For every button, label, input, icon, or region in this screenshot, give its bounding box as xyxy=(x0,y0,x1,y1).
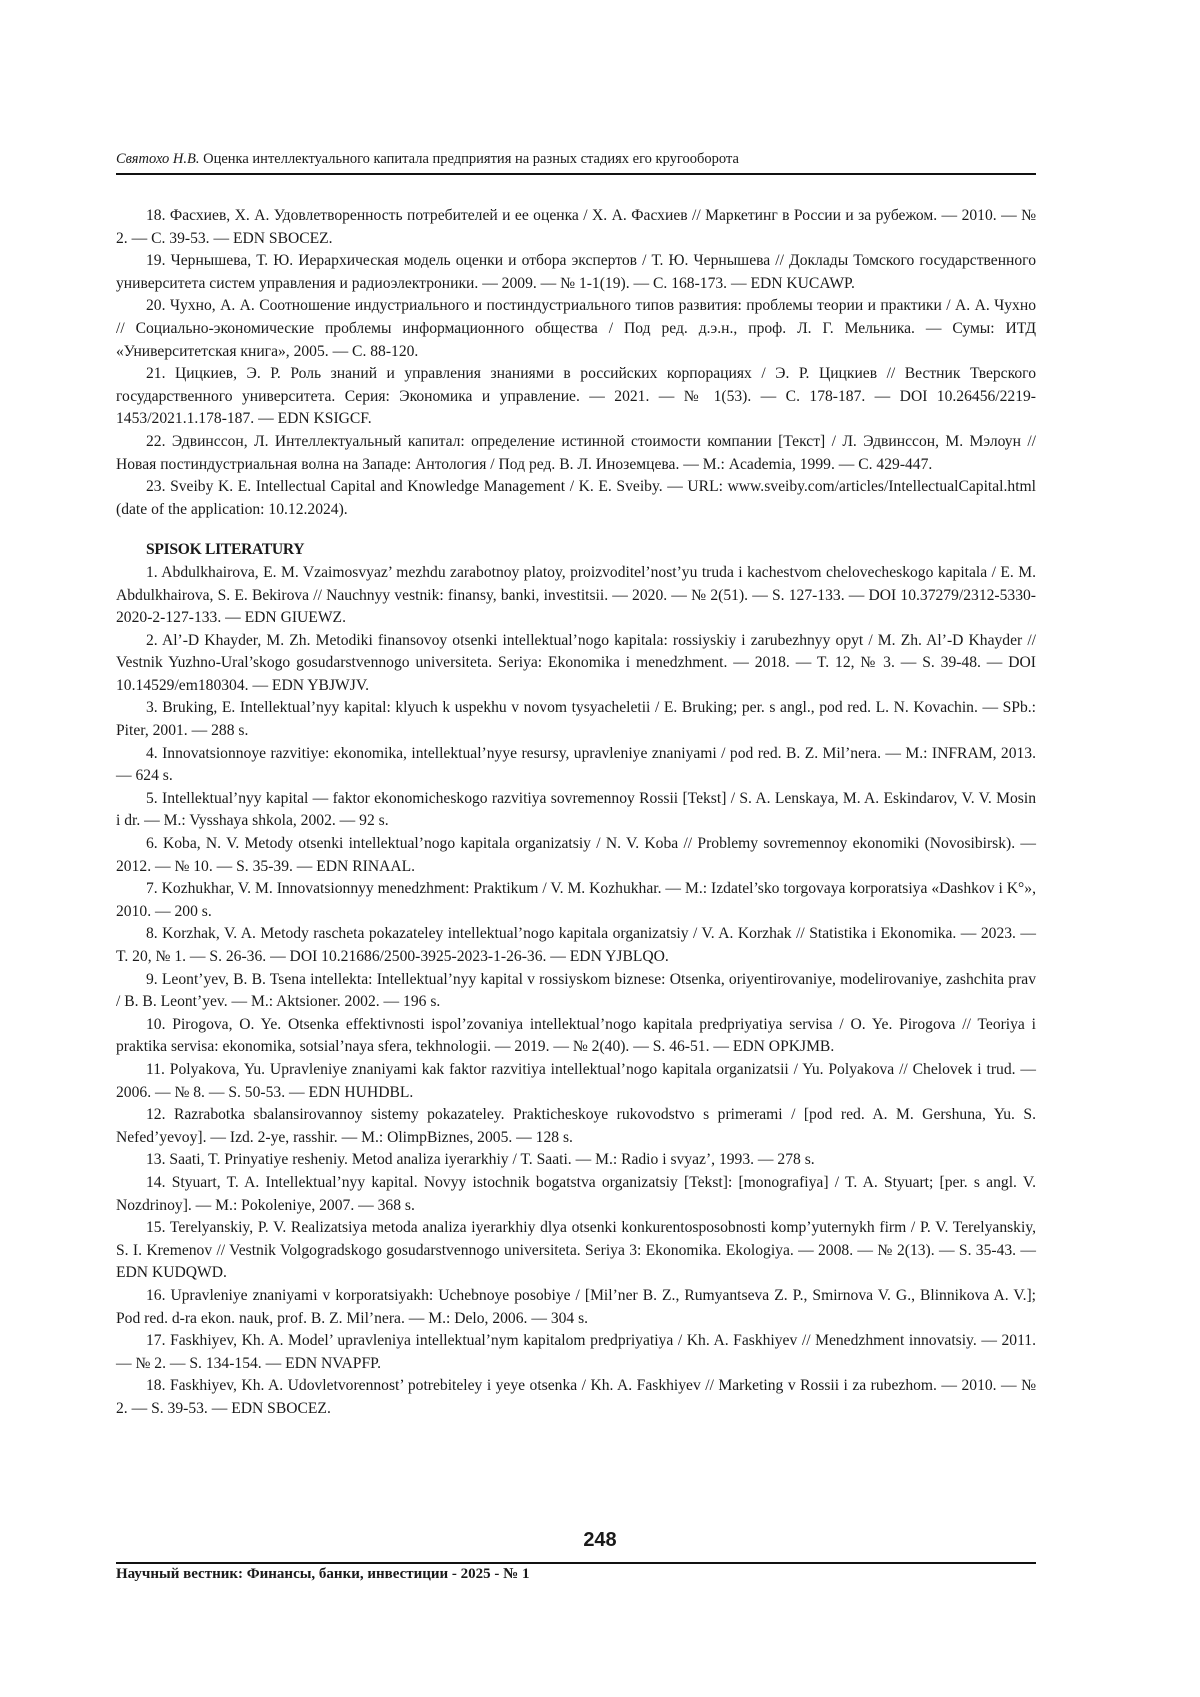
reference-item: 1. Abdulkhairova, E. M. Vzaimosvyaz’ mezhdu zarabotnoy platoy, proizvoditel’nost’yu truda i kachestvom chelovecheskogo kapitala / E. M. Abdulkhairova, S. E. Bekirova // Nauchnyy vestnik: finansy, banki, investitsii. — 2020. — № 2(51). — S. 127-133. — DOI 10.37279/2312-5330-2020-2-127-133. — EDN GIUEWZ. xyxy=(116,563,1036,627)
reference-item: 5. Intellektual’nyy kapital — faktor ekonomicheskogo razvitiya sovremennoy Rossii [Tekst] / S. A. Lenskaya, M. A. Eskindarov, V. V. Mosin i dr. — M.: Vysshaya shkola, 2002. — 92 s. xyxy=(116,789,1036,830)
reference-item: 11. Polyakova, Yu. Upravleniye znaniyami kak faktor razvitiya intellektual’nogo kapitala organizatsii / Yu. Polyakova // Chelovek i trud. — 2006. — № 8. — S. 50-53. — EDN HUHDBL. xyxy=(116,1060,1036,1101)
reference-item: 3. Bruking, E. Intellektual’nyy kapital: klyuch k uspekhu v novom tysyacheletii / E. Bruking; per. s angl., pod red. L. N. Kovachin. — SPb.: Piter, 2001. — 288 s. xyxy=(116,699,1036,740)
reference-item: 4. Innovatsionnoye razvitiye: ekonomika, intellektual’nyye resursy, upravleniye znaniyami / pod red. B. Z. Mil’nera. — M.: INFRAM, 2013. — 624 s. xyxy=(116,744,1036,785)
reference-item: 17. Faskhiyev, Kh. A. Model’ upravleniya intellektual’nym kapitalom predpriyatiya / Kh. A. Faskhiyev // Menedzhment innovatsiy. — 2011. — № 2. — S. 134-154. — EDN NVAPFP. xyxy=(116,1332,1036,1372)
reference-item: 18. Faskhiyev, Kh. A. Udovletvorennost’ potrebiteley i yeye otsenka / Kh. A. Faskhiyev // Marketing v Rossii i za rubezhom. — 2010. — № 2. — S. 39-53. — EDN SBOCEZ. xyxy=(116,1377,1036,1417)
reference-item: 21. Цицкиев, Э. Р. Роль знаний и управления знаниями в российских корпорациях / Э. Р. Цицкиев // Вестник Тверского государственного университета. Серия: Экономика и управление. — 2021. — № 1(53). — С. 178-187. — DOI 10.26456/2219-1453/2021.1.178-187. — EDN KSIGCF. xyxy=(116,365,1036,428)
reference-item: 20. Чухно, А. А. Соотношение индустриального и постиндустриального типов развития: проблемы теории и практики / А. А. Чухно // Социально-экономические проблемы информационного общества / Под ред. д.э.н., проф. Л. Г. Мельника. — Сумы: ИТД «Университетская книга», 2005. — С. 88-120. xyxy=(116,297,1036,360)
reference-item: 18. Фасхиев, Х. А. Удовлетворенность потребителей и ее оценка / Х. А. Фасхиев // Маркетинг в России и за рубежом. — 2010. — № 2. — С. 39-53. — EDN SBOCEZ. xyxy=(116,207,1036,247)
page-number: 248 xyxy=(583,1529,617,1551)
reference-item: 14. Styuart, T. A. Intellektual’nyy kapital. Novyy istochnik bogatstva organizatsiy [Tekst]: [monografiya] / T. A. Styuart; [per. s angl. V. Nozdrinoy]. — M.: Pokoleniye, 2007. — 368 s. xyxy=(116,1173,1036,1214)
reference-item: 19. Чернышева, Т. Ю. Иерархическая модель оценки и отбора экспертов / Т. Ю. Чернышева // Доклады Томского государственного университета систем управления и радиоэлектроники. — 2009. — № 1-1(19). — С. 168-173. — EDN KUCAWP. xyxy=(116,252,1036,292)
reference-item: 15. Terelyanskiy, P. V. Realizatsiya metoda analiza iyerarkhiy dlya otsenki konkurentosposobnosti komp’yuternykh firm / P. V. Terelyanskiy, S. I. Kremenov // Vestnik Volgogradskogo gosudarstvennogo universiteta. Seriya 3: Ekonomika. Ekologiya. — 2008. — № 2(13). — S. 35-43. — EDN KUDQWD. xyxy=(116,1219,1036,1282)
header-author: Святохо Н.В. xyxy=(116,151,200,167)
reference-item: 16. Upravleniye znaniyami v korporatsiyakh: Uchebnoye posobiye / [Mil’ner B. Z., Rumyantseva Z. P., Smirnova V. G., Blinnikova A. V.]; Pod red. d-ra ekon. nauk, prof. B. Z. Mil’nera. — M.: Delo, 2006. — 304 s. xyxy=(116,1286,1036,1327)
reference-list xyxy=(116,205,1036,1420)
reference-item: 6. Koba, N. V. Metody otsenki intellektual’nogo kapitala organizatsiy / N. V. Koba // Problemy sovremennoy ekonomiki (Novosibirsk). — 2012. — № 10. — S. 35-39. — EDN RINAAL. xyxy=(116,835,1036,875)
reference-item: 22. Эдвинссон, Л. Интеллектуальный капитал: определение истинной стоимости компании [Текст] / Л. Эдвинссон, М. Мэлоун // Новая постиндустриальная волна на Западе: Антология / Под ред. В. Л. Иноземцева. — М.: Academia, 1999. — С. 429-447. xyxy=(116,432,1036,473)
reference-item: 12. Razrabotka sbalansirovannoy sistemy pokazateley. Prakticheskoye rukovodstvo s primerami / [pod red. A. M. Gershuna, Yu. S. Nefed’yevoy]. — Izd. 2-ye, rasshir. — M.: OlimpBiznes, 2005. — 128 s. xyxy=(116,1106,1036,1146)
section-heading: SPISOK LITERATURY xyxy=(146,541,305,559)
running-header xyxy=(116,150,1036,175)
reference-item: 9. Leont’yev, B. B. Tsena intellekta: Intellektual’nyy kapital v rossiyskom biznese: Otsenka, oriyentirovaniye, modelirovaniye, zashchita prav / B. B. Leont’yev. — M.: Aktsioner. 2002. — 196 s. xyxy=(116,970,1036,1011)
reference-item: 23. Sveiby K. E. Intellectual Capital and Knowledge Management / K. E. Sveiby. — URL: www.sveiby.com/articles/IntellectualCapital.html (date of the application: 10.12.2024). xyxy=(116,478,1036,518)
header-title: Оценка интеллектуального капитала предприятия на разных стадиях его кругооборота xyxy=(203,151,739,167)
reference-item: 2. Al’-D Khayder, M. Zh. Metodiki finansovoy otsenki intellektual’nogo kapitala: rossiyskiy i zarubezhnyy opyt / M. Zh. Al’-D Khayder // Vestnik Yuzhno-Ural’skogo gosudarstvennogo universiteta. Seriya: Ekonomika i menedzhment. — 2018. — T. 12, № 3. — S. 39-48. — DOI 10.14529/em180304. — EDN YBJWJV. xyxy=(116,631,1036,694)
running-footer: Научный вестник: Финансы, банки, инвестиции - 2025 - № 1 xyxy=(116,1566,530,1582)
reference-item: 10. Pirogova, O. Ye. Otsenka effektivnosti ispol’zovaniya intellektual’nogo kapitala predpriyatiya servisa / O. Ye. Pirogova // Teoriya i praktika servisa: ekonomika, sotsial’naya sfera, tekhnologii. — 2019. — № 2(40). — S. 46-51. — EDN OPKJMB. xyxy=(116,1015,1036,1056)
reference-item: 8. Korzhak, V. A. Metody rascheta pokazateley intellektual’nogo kapitala organizatsiy / V. A. Korzhak // Statistika i Ekonomika. — 2023. — T. 20, № 1. — S. 26-36. — DOI 10.21686/2500-3925-2023-1-26-36. — EDN YJBLQO. xyxy=(116,925,1036,965)
reference-item: 13. Saati, T. Prinyatiye resheniy. Metod analiza iyerarkhiy / T. Saati. — M.: Radio i svyaz’, 1993. — 278 s. xyxy=(146,1151,815,1169)
reference-item: 7. Kozhukhar, V. M. Innovatsionnyy menedzhment: Praktikum / V. M. Kozhukhar. — M.: Izdatel’sko torgovaya korporatsiya «Dashkov i K°», 2010. — 200 s. xyxy=(116,880,1036,920)
footer-divider xyxy=(116,1562,1036,1564)
